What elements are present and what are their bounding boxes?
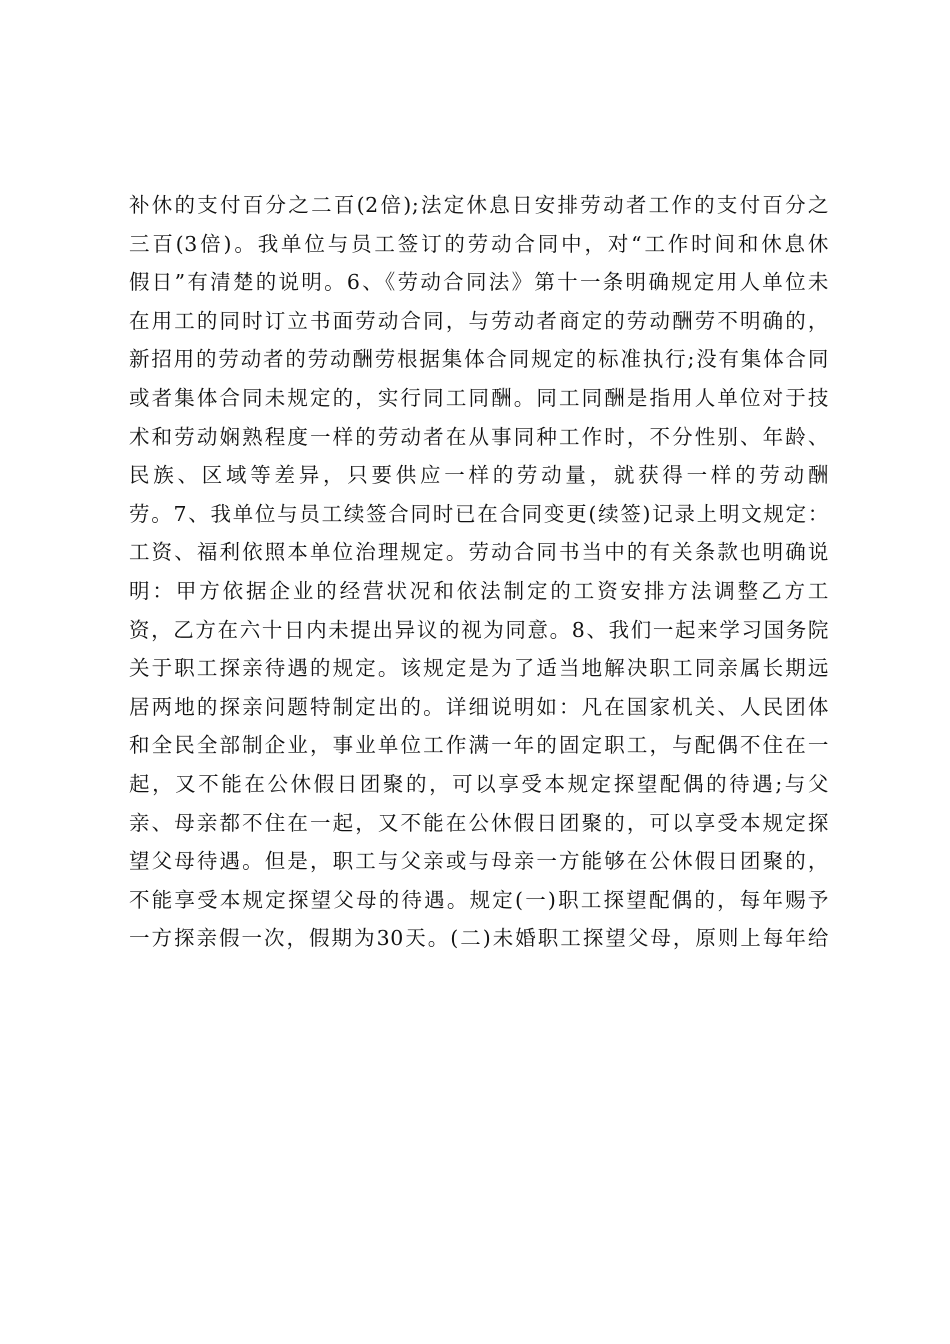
text-line: 三百(3倍)。我单位与员工签订的劳动合同中，对“工作时间和休息休 bbox=[129, 231, 829, 256]
text-line: 民族、区域等差异，只要供应一样的劳动量，就获得一样的劳动酬 bbox=[129, 463, 829, 488]
text-line: 或者集体合同未规定的，实行同工同酬。同工同酬是指用人单位对于技 bbox=[129, 385, 829, 410]
document-body bbox=[129, 186, 829, 958]
text-line: 术和劳动娴熟程度一样的劳动者在从事同种工作时，不分性别、年龄、 bbox=[129, 424, 829, 449]
text-line: 假日”有清楚的说明。6、《劳动合同法》第十一条明确规定用人单位未 bbox=[129, 270, 829, 295]
text-line: 关于职工探亲待遇的规定。该规定是为了适当地解决职工同亲属长期远 bbox=[129, 656, 829, 681]
text-line: 明：甲方依据企业的经营状况和依法制定的工资安排方法调整乙方工 bbox=[129, 578, 829, 603]
text-line: 资，乙方在六十日内未提出异议的视为同意。8、我们一起来学习国务院 bbox=[129, 617, 829, 642]
text-line: 起，又不能在公休假日团聚的，可以享受本规定探望配偶的待遇;与父 bbox=[129, 771, 829, 796]
text-line: 新招用的劳动者的劳动酬劳根据集体合同规定的标准执行;没有集体合同 bbox=[129, 347, 829, 372]
text-line: 补休的支付百分之二百(2倍);法定休息日安排劳动者工作的支付百分之 bbox=[129, 193, 829, 217]
text-line: 亲、母亲都不住在一起，又不能在公休假日团聚的，可以享受本规定探 bbox=[129, 810, 829, 835]
text-line: 和全民全部制企业，事业单位工作满一年的固定职工，与配偶不住在一 bbox=[129, 733, 829, 758]
text-line: 望父母待遇。但是，职工与父亲或与母亲一方能够在公休假日团聚的， bbox=[129, 849, 829, 874]
text-line: 不能享受本规定探望父母的待遇。规定(一)职工探望配偶的，每年赐予 bbox=[129, 887, 829, 912]
text-line: 劳。7、我单位与员工续签合同时已在合同变更(续签)记录上明文规定： bbox=[129, 501, 829, 526]
text-line: 工资、福利依照本单位治理规定。劳动合同书当中的有关条款也明确说 bbox=[129, 540, 829, 565]
text-line: 一方探亲假一次，假期为30天。(二)未婚职工探望父母，原则上每年给 bbox=[129, 926, 829, 951]
text-line: 居两地的探亲问题特制定出的。详细说明如：凡在国家机关、人民团体 bbox=[129, 694, 829, 719]
text-line: 在用工的同时订立书面劳动合同，与劳动者商定的劳动酬劳不明确的， bbox=[129, 308, 829, 333]
